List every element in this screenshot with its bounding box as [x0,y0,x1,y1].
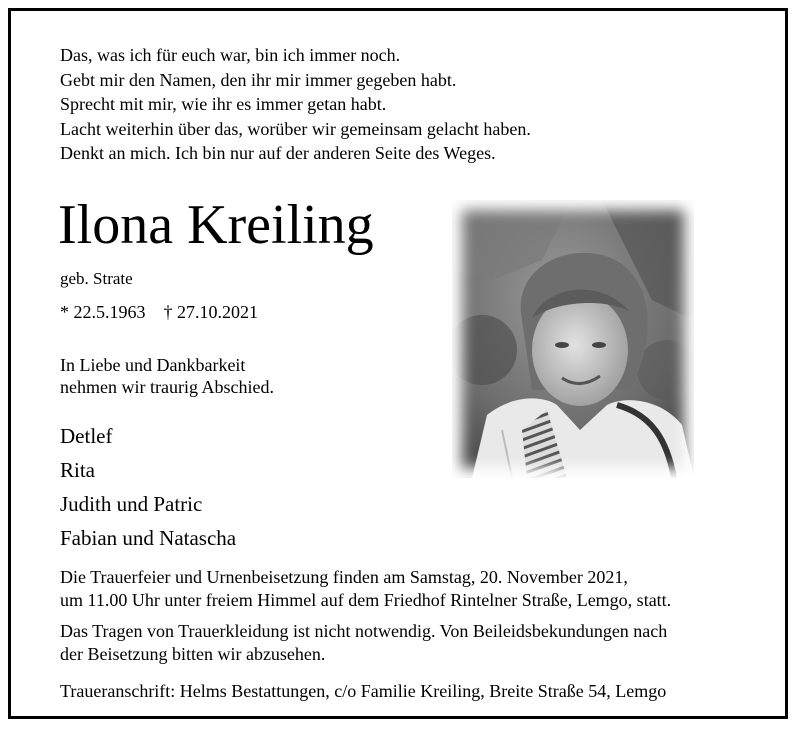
deceased-name: Ilona Kreiling [58,194,374,256]
poem-line: Denkt an mich. Ich bin nur auf der anderen Seite des Weges. [60,143,496,163]
ceremony-line: um 11.00 Uhr unter freiem Himmel auf dem Friedhof Rintelner Straße, Lemgo, statt. [60,590,672,610]
notice-text [60,620,667,666]
portrait-photo [452,200,694,478]
mourner: Detlef [60,424,113,448]
poem-line: Gebt mir den Namen, den ihr mir immer gegeben habt. [60,69,457,90]
mourners-list [60,419,236,555]
ceremony-line: Die Trauerfeier und Urnenbeisetzung finden am Samstag, 20. November 2021, [60,567,628,587]
mourning-address: Traueranschrift: Helms Bestattungen, c/o Familie Kreiling, Breite Straße 54, Lemgo [60,681,667,701]
mourner: Rita [60,458,95,482]
birth-date: * 22.5.1963 [60,302,146,322]
poem [60,43,531,166]
poem-line: Das, was ich für euch war, bin ich immer noch. [60,45,401,65]
death-date: † 27.10.2021 [163,302,258,322]
maiden-name: geb. Strate [60,269,133,288]
ceremony-text [60,566,671,612]
portrait-illustration [452,200,694,478]
poem-line: Lacht weiterhin über das, worüber wir gemeinsam gelacht haben. [60,118,531,139]
poem-line: Sprecht mit mir, wie ihr es immer getan habt. [60,94,387,114]
farewell-line: In Liebe und Dankbarkeit [60,355,246,375]
farewell-text [60,354,274,398]
mourner: Fabian und Natascha [60,526,237,550]
notice-line: Das Tragen von Trauerkleidung ist nicht notwendig. Von Beileidsbekundungen nach [60,621,668,641]
farewell-line: nehmen wir traurig Abschied. [60,377,274,397]
mourner: Judith und Patric [60,492,203,516]
life-dates [60,302,258,323]
notice-line: der Beisetzung bitten wir abzusehen. [60,644,326,664]
